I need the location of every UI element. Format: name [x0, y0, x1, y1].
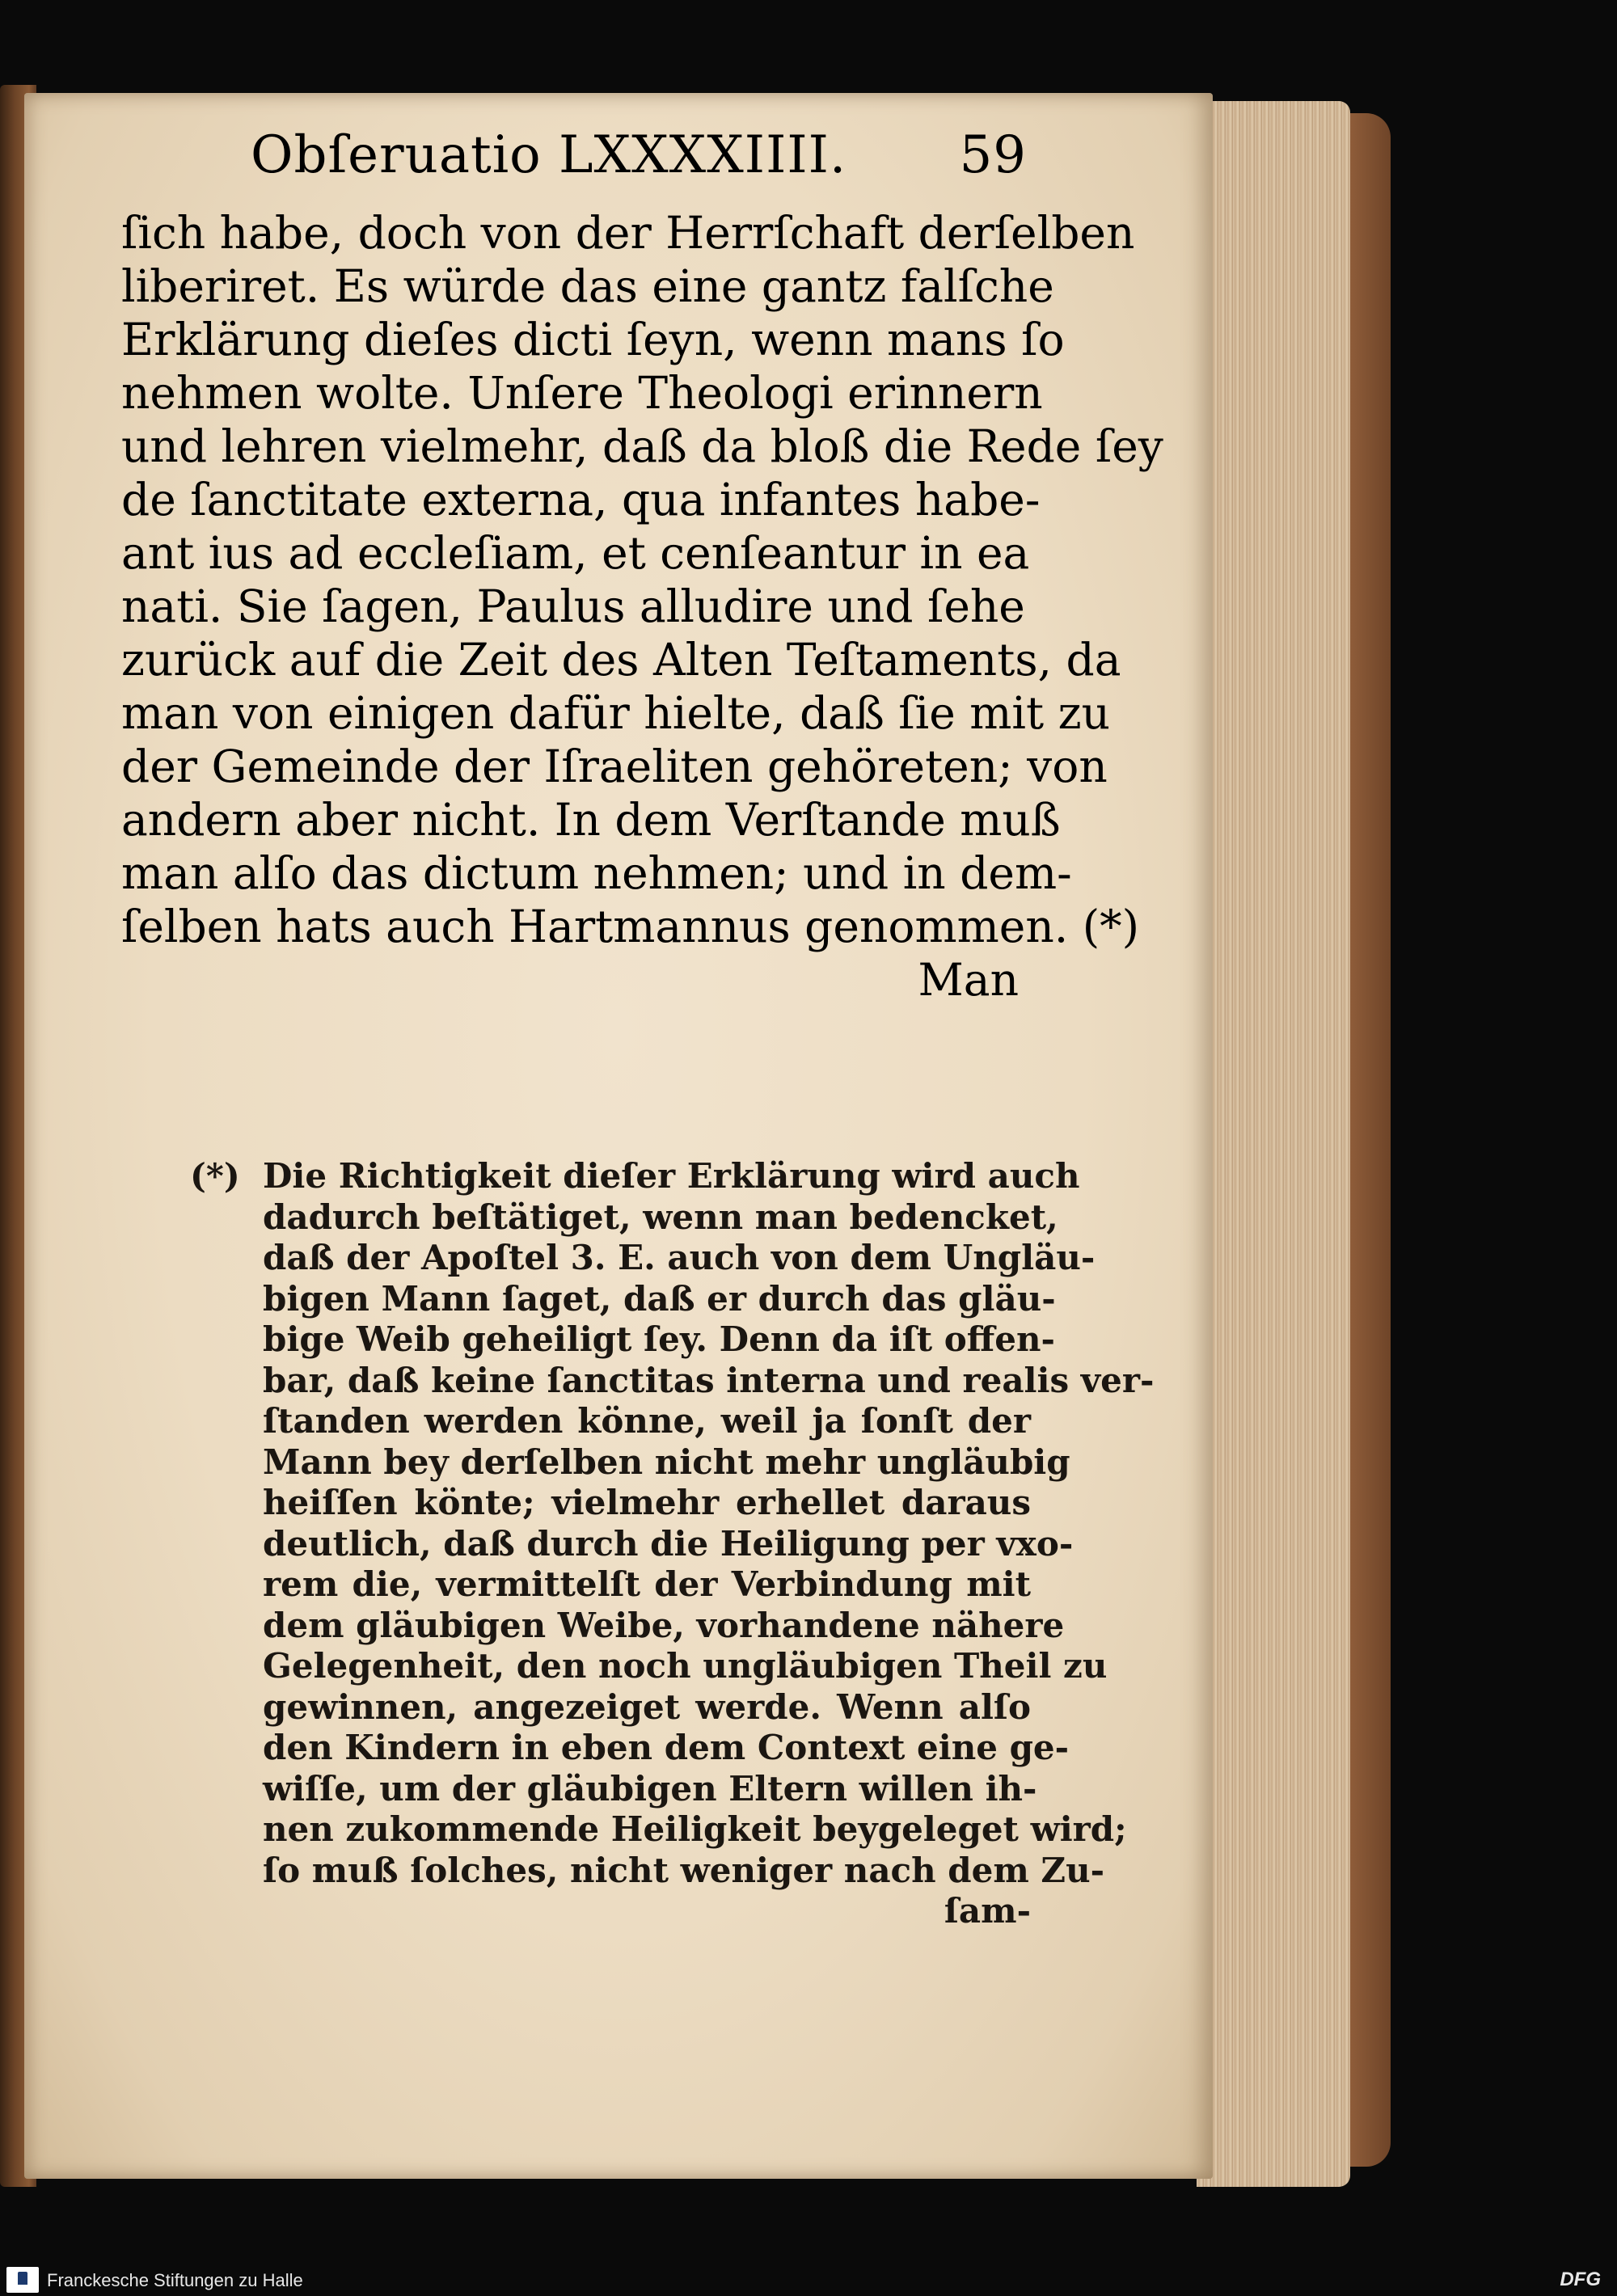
text-line: liberiret. Es würde das eine gantz falſche [121, 260, 1054, 312]
text-line: de ſanctitate externa, qua infantes habe- [121, 474, 1041, 525]
footnote-line: deutlich, daß durch die Heiligung per vxo- [263, 1523, 1074, 1564]
footnote-line: heiſſen könte; vielmehr erhellet daraus [263, 1483, 1031, 1522]
footnote-catchword: ſam- [944, 1891, 1031, 1931]
dfg-logo: DFG [1560, 2269, 1601, 2290]
footnote-line: Gelegenheit, den noch ungläubigen Theil zu [263, 1646, 1108, 1686]
footnote-line: daß der Apoſtel 3. E. auch von dem Ungläu- [263, 1238, 1096, 1277]
footnote-line: Mann bey derſelben nicht mehr ungläubig [263, 1441, 1070, 1482]
running-head [113, 125, 1027, 198]
footnote-line: ſo muß ſolches, nicht weniger nach dem Zu- [263, 1850, 1105, 1890]
footnote-line: bige Weib geheiligt ſey. Denn da iſt offen- [263, 1319, 1055, 1359]
footnote-line: bigen Mann ſaget, daß er durch das gläu- [263, 1278, 1056, 1319]
footnote-line: nen zukommende Heiligkeit beygeleget wird; [263, 1809, 1127, 1849]
footnote-line: den Kindern in eben dem Context eine ge- [263, 1728, 1070, 1767]
text-line: andern aber nicht. In dem Verſtande muß [121, 794, 1061, 846]
text-line: zurück auf die Zeit des Alten Teſtaments, da [121, 634, 1121, 686]
footnote-marker: (*) [190, 1156, 240, 1196]
footnote-line: Die Richtigkeit dieſer Erklärung wird auch [263, 1156, 1080, 1196]
footnote-line: dem gläubigen Weibe, vorhandene nähere [263, 1605, 1065, 1645]
page-edges [1197, 101, 1350, 2187]
catchword: Man [918, 954, 1019, 1006]
text-line: ant ius ad eccleſiam, et cenſeantur in ea [121, 527, 1030, 579]
text-line: und lehren vielmehr, daß da bloß die Rede ſey [121, 420, 1163, 472]
text-line: ſich habe, doch von der Herrſchaft derſelben [121, 207, 1135, 259]
text-line: man alſo das dictum nehmen; und in dem- [121, 847, 1072, 899]
page-number: 59 [959, 125, 1027, 185]
text-line: nehmen wolte. Unſere Theologi erinnern [121, 367, 1043, 419]
footer-bar [0, 2264, 1617, 2296]
text-line: man von einigen dafür hielte, daß ſie mit zu [121, 687, 1110, 739]
main-text [121, 206, 1163, 1007]
institution-name: Franckesche Stiftungen zu Halle [47, 2270, 303, 2290]
footnote-body [263, 1156, 1155, 1932]
institution-logo-icon [6, 2267, 39, 2293]
footnote-line: gewinnen, angezeiget werde. Wenn alſo [263, 1686, 1031, 1727]
footnote-line: bar, daß keine ſanctitas interna und realis ver- [263, 1360, 1155, 1400]
text-line: Erklärung dieſes dicti ſeyn, wenn mans ſo [121, 314, 1065, 365]
footnote-line: ſtanden werden könne, weil ja ſonſt der [263, 1401, 1031, 1441]
text-line: ſelben hats auch Hartmannus genommen. (*) [121, 901, 1140, 952]
footnote-line: rem die, vermittelſt der Verbindung mit [263, 1564, 1031, 1604]
footnote-line: dadurch beſtätiget, wenn man bedencket, [263, 1197, 1058, 1237]
running-title: Obſeruatio LXXXXIIII. [251, 125, 847, 185]
footnote-line: wiſſe, um der gläubigen Eltern willen ih- [263, 1768, 1037, 1809]
text-line: nati. Sie ſagen, Paulus alludire und ſehe [121, 580, 1025, 632]
text-line: der Gemeinde der Iſraeliten gehöreten; von [121, 741, 1108, 792]
